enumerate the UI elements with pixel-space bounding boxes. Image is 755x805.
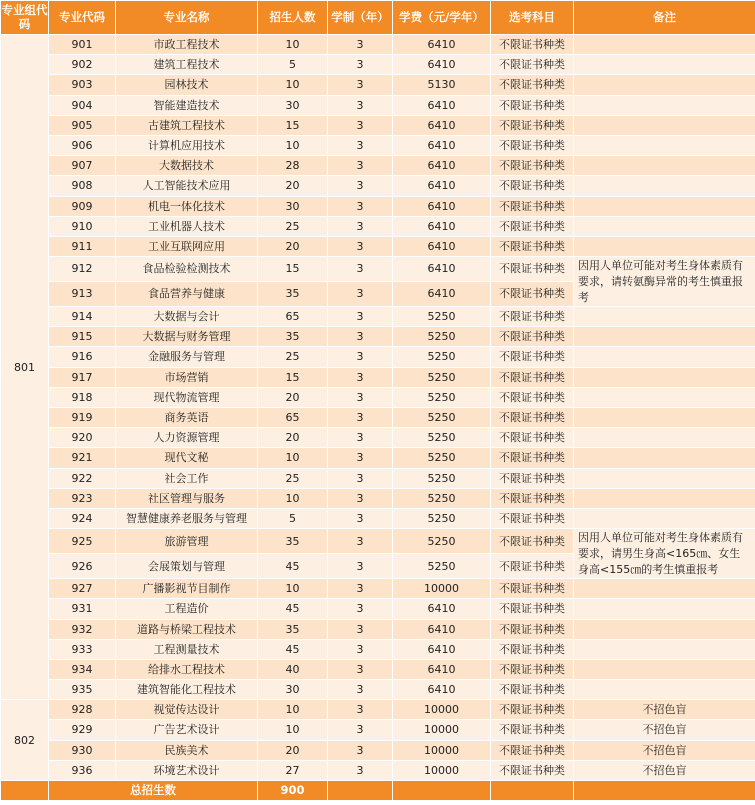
enrollment-cell: 10	[258, 35, 328, 55]
table-row	[1, 156, 755, 176]
enrollment-cell: 20	[258, 428, 328, 448]
note-cell: 不招色盲	[574, 740, 755, 760]
duration-cell: 3	[328, 468, 393, 488]
tuition-cell: 6410	[393, 55, 491, 75]
subject-cell: 不限证书种类	[491, 760, 574, 780]
subject-cell: 不限证书种类	[491, 680, 574, 700]
major-code-cell: 920	[49, 428, 116, 448]
note-cell	[574, 95, 755, 115]
major-code-cell: 936	[49, 760, 116, 780]
tuition-cell: 5250	[393, 468, 491, 488]
table-row	[1, 75, 755, 95]
note-cell	[574, 488, 755, 508]
major-code-cell: 909	[49, 196, 116, 216]
tuition-cell: 5250	[393, 554, 491, 579]
note-cell	[574, 55, 755, 75]
duration-cell: 3	[328, 257, 393, 282]
note-cell	[574, 176, 755, 196]
table-row	[1, 347, 755, 367]
table-row	[1, 367, 755, 387]
duration-cell: 3	[328, 639, 393, 659]
tuition-cell: 5250	[393, 448, 491, 468]
duration-cell: 3	[328, 75, 393, 95]
tuition-cell: 6410	[393, 599, 491, 619]
tuition-cell: 6410	[393, 257, 491, 282]
duration-cell: 3	[328, 760, 393, 780]
major-code-cell: 911	[49, 236, 116, 256]
major-name-cell: 园林技术	[116, 75, 258, 95]
duration-cell: 3	[328, 367, 393, 387]
major-name-cell: 视觉传达设计	[116, 700, 258, 720]
header-subjects: 选考科目	[491, 1, 574, 35]
note-cell	[574, 196, 755, 216]
enrollment-cell: 25	[258, 347, 328, 367]
note-cell	[574, 236, 755, 256]
major-name-cell: 现代文秘	[116, 448, 258, 468]
major-name-cell: 广告艺术设计	[116, 720, 258, 740]
duration-cell: 3	[328, 196, 393, 216]
table-row	[1, 619, 755, 639]
enrollment-cell: 35	[258, 619, 328, 639]
duration-cell: 3	[328, 282, 393, 307]
major-name-cell: 食品检验检测技术	[116, 257, 258, 282]
duration-cell: 3	[328, 599, 393, 619]
tuition-cell: 6410	[393, 639, 491, 659]
major-code-cell: 925	[49, 529, 116, 554]
note-cell	[574, 408, 755, 428]
major-name-cell: 社会工作	[116, 468, 258, 488]
major-name-cell: 人力资源管理	[116, 428, 258, 448]
tuition-cell: 10000	[393, 720, 491, 740]
tuition-cell: 10000	[393, 740, 491, 760]
header-enrollment: 招生人数	[258, 1, 328, 35]
subject-cell: 不限证书种类	[491, 282, 574, 307]
enrollment-cell: 45	[258, 639, 328, 659]
duration-cell: 3	[328, 740, 393, 760]
enrollment-cell: 20	[258, 740, 328, 760]
enrollment-cell: 10	[258, 488, 328, 508]
table-row	[1, 468, 755, 488]
table-row	[1, 216, 755, 236]
subject-cell: 不限证书种类	[491, 35, 574, 55]
table-row	[1, 236, 755, 256]
tuition-cell: 6410	[393, 176, 491, 196]
enrollment-cell: 27	[258, 760, 328, 780]
enrollment-cell: 15	[258, 367, 328, 387]
table-row	[1, 257, 755, 282]
tuition-cell: 5250	[393, 529, 491, 554]
subject-cell: 不限证书种类	[491, 257, 574, 282]
table-row	[1, 680, 755, 700]
group-code-cell: 802	[1, 700, 49, 781]
table-row	[1, 639, 755, 659]
major-name-cell: 现代物流管理	[116, 387, 258, 407]
tuition-cell: 5130	[393, 75, 491, 95]
major-code-cell: 919	[49, 408, 116, 428]
enrollment-cell: 45	[258, 599, 328, 619]
major-code-cell: 933	[49, 639, 116, 659]
duration-cell: 3	[328, 448, 393, 468]
duration-cell: 3	[328, 35, 393, 55]
major-name-cell: 食品营养与健康	[116, 282, 258, 307]
tuition-cell: 5250	[393, 387, 491, 407]
note-cell	[574, 156, 755, 176]
tuition-cell: 10000	[393, 579, 491, 599]
duration-cell: 3	[328, 347, 393, 367]
major-name-cell: 道路与桥梁工程技术	[116, 619, 258, 639]
note-cell	[574, 115, 755, 135]
duration-cell: 3	[328, 307, 393, 327]
table-row	[1, 700, 755, 720]
subject-cell: 不限证书种类	[491, 387, 574, 407]
enrollment-cell: 30	[258, 680, 328, 700]
major-code-cell: 928	[49, 700, 116, 720]
major-name-cell: 古建筑工程技术	[116, 115, 258, 135]
header-major-name: 专业名称	[116, 1, 258, 35]
enrollment-cell: 5	[258, 508, 328, 528]
table-row	[1, 488, 755, 508]
table-row	[1, 327, 755, 347]
subject-cell: 不限证书种类	[491, 468, 574, 488]
major-code-cell: 906	[49, 135, 116, 155]
group-code-cell: 801	[1, 35, 49, 700]
enrollment-cell: 10	[258, 700, 328, 720]
enrollment-cell: 20	[258, 176, 328, 196]
enrollment-cell: 65	[258, 408, 328, 428]
duration-cell: 3	[328, 659, 393, 679]
enrollment-cell: 10	[258, 448, 328, 468]
major-name-cell: 大数据技术	[116, 156, 258, 176]
enrollment-cell: 30	[258, 196, 328, 216]
major-code-cell: 932	[49, 619, 116, 639]
header-tuition: 学费（元/学年）	[393, 1, 491, 35]
subject-cell: 不限证书种类	[491, 448, 574, 468]
duration-cell: 3	[328, 619, 393, 639]
tuition-cell: 5250	[393, 367, 491, 387]
table-row	[1, 135, 755, 155]
major-code-cell: 930	[49, 740, 116, 760]
header-notes: 备注	[574, 1, 755, 35]
enrollment-cell: 65	[258, 307, 328, 327]
enrollment-cell: 40	[258, 659, 328, 679]
major-name-cell: 智慧健康养老服务与管理	[116, 508, 258, 528]
major-name-cell: 广播影视节目制作	[116, 579, 258, 599]
note-cell	[574, 428, 755, 448]
note-cell	[574, 387, 755, 407]
table-row	[1, 508, 755, 528]
note-cell	[574, 216, 755, 236]
table-row	[1, 35, 755, 55]
header-duration: 学制（年）	[328, 1, 393, 35]
table-row	[1, 196, 755, 216]
major-code-cell: 910	[49, 216, 116, 236]
enrollment-cell: 30	[258, 95, 328, 115]
major-name-cell: 市政工程技术	[116, 35, 258, 55]
duration-cell: 3	[328, 135, 393, 155]
note-cell	[574, 619, 755, 639]
major-name-cell: 民族美术	[116, 740, 258, 760]
subject-cell: 不限证书种类	[491, 347, 574, 367]
enrollment-cell: 10	[258, 135, 328, 155]
table-row	[1, 529, 755, 554]
tuition-cell: 10000	[393, 760, 491, 780]
tuition-cell: 5250	[393, 307, 491, 327]
note-cell	[574, 579, 755, 599]
note-cell	[574, 347, 755, 367]
duration-cell: 3	[328, 488, 393, 508]
table-row	[1, 115, 755, 135]
tuition-cell: 5250	[393, 428, 491, 448]
major-code-cell: 912	[49, 257, 116, 282]
major-code-cell: 923	[49, 488, 116, 508]
note-cell	[574, 307, 755, 327]
major-name-cell: 工业机器人技术	[116, 216, 258, 236]
note-cell	[574, 75, 755, 95]
major-code-cell: 934	[49, 659, 116, 679]
note-cell	[574, 135, 755, 155]
major-code-cell: 922	[49, 468, 116, 488]
enrollment-cell: 45	[258, 554, 328, 579]
major-name-cell: 金融服务与管理	[116, 347, 258, 367]
table-row	[1, 720, 755, 740]
tuition-cell: 6410	[393, 35, 491, 55]
subject-cell: 不限证书种类	[491, 554, 574, 579]
tuition-cell: 5250	[393, 347, 491, 367]
note-cell: 因用人单位可能对考生身体素质有要求，请男生身高<165㎝、女生身高<155㎝的考生慎重报考	[574, 529, 755, 579]
subject-cell: 不限证书种类	[491, 599, 574, 619]
enrollment-cell: 10	[258, 720, 328, 740]
major-code-cell: 927	[49, 579, 116, 599]
duration-cell: 3	[328, 236, 393, 256]
major-code-cell: 921	[49, 448, 116, 468]
subject-cell: 不限证书种类	[491, 95, 574, 115]
enrollment-cell: 35	[258, 282, 328, 307]
subject-cell: 不限证书种类	[491, 75, 574, 95]
enrollment-cell: 20	[258, 387, 328, 407]
enrollment-cell: 10	[258, 75, 328, 95]
subject-cell: 不限证书种类	[491, 135, 574, 155]
major-code-cell: 914	[49, 307, 116, 327]
tuition-cell: 6410	[393, 236, 491, 256]
duration-cell: 3	[328, 508, 393, 528]
table-row	[1, 579, 755, 599]
note-cell	[574, 367, 755, 387]
major-code-cell: 918	[49, 387, 116, 407]
note-cell	[574, 468, 755, 488]
major-name-cell: 计算机应用技术	[116, 135, 258, 155]
duration-cell: 3	[328, 387, 393, 407]
note-cell: 不招色盲	[574, 720, 755, 740]
note-cell: 因用人单位可能对考生身体素质有要求，请转氨酶异常的考生慎重报考	[574, 257, 755, 307]
major-code-cell: 904	[49, 95, 116, 115]
major-name-cell: 工程测量技术	[116, 639, 258, 659]
subject-cell: 不限证书种类	[491, 307, 574, 327]
header-row	[1, 1, 755, 35]
tuition-cell: 10000	[393, 700, 491, 720]
total-value: 900	[258, 781, 328, 801]
major-code-cell: 905	[49, 115, 116, 135]
major-name-cell: 大数据与会计	[116, 307, 258, 327]
subject-cell: 不限证书种类	[491, 176, 574, 196]
subject-cell: 不限证书种类	[491, 579, 574, 599]
duration-cell: 3	[328, 176, 393, 196]
duration-cell: 3	[328, 95, 393, 115]
subject-cell: 不限证书种类	[491, 156, 574, 176]
table-row	[1, 95, 755, 115]
tuition-cell: 6410	[393, 659, 491, 679]
table-row	[1, 307, 755, 327]
tuition-cell: 6410	[393, 115, 491, 135]
tuition-cell: 5250	[393, 508, 491, 528]
table-row	[1, 740, 755, 760]
major-code-cell: 903	[49, 75, 116, 95]
major-name-cell: 商务英语	[116, 408, 258, 428]
note-cell	[574, 448, 755, 468]
subject-cell: 不限证书种类	[491, 720, 574, 740]
subject-cell: 不限证书种类	[491, 639, 574, 659]
note-cell	[574, 680, 755, 700]
tuition-cell: 5250	[393, 327, 491, 347]
major-name-cell: 会展策划与管理	[116, 554, 258, 579]
major-name-cell: 给排水工程技术	[116, 659, 258, 679]
major-code-cell: 935	[49, 680, 116, 700]
duration-cell: 3	[328, 55, 393, 75]
note-cell	[574, 327, 755, 347]
enrollment-cell: 25	[258, 468, 328, 488]
major-code-cell: 924	[49, 508, 116, 528]
major-code-cell: 929	[49, 720, 116, 740]
duration-cell: 3	[328, 408, 393, 428]
table-body	[1, 35, 755, 781]
table-row	[1, 387, 755, 407]
subject-cell: 不限证书种类	[491, 740, 574, 760]
tuition-cell: 6410	[393, 680, 491, 700]
duration-cell: 3	[328, 700, 393, 720]
enrollment-cell: 35	[258, 529, 328, 554]
tuition-cell: 6410	[393, 196, 491, 216]
major-name-cell: 社区管理与服务	[116, 488, 258, 508]
note-cell	[574, 659, 755, 679]
subject-cell: 不限证书种类	[491, 659, 574, 679]
subject-cell: 不限证书种类	[491, 428, 574, 448]
major-name-cell: 人工智能技术应用	[116, 176, 258, 196]
note-cell: 不招色盲	[574, 700, 755, 720]
subject-cell: 不限证书种类	[491, 700, 574, 720]
duration-cell: 3	[328, 680, 393, 700]
major-name-cell: 旅游管理	[116, 529, 258, 554]
note-cell: 不招色盲	[574, 760, 755, 780]
note-cell	[574, 508, 755, 528]
major-code-cell: 908	[49, 176, 116, 196]
header-major-code: 专业代码	[49, 1, 116, 35]
duration-cell: 3	[328, 428, 393, 448]
table-row	[1, 408, 755, 428]
major-name-cell: 大数据与财务管理	[116, 327, 258, 347]
major-code-cell: 931	[49, 599, 116, 619]
subject-cell: 不限证书种类	[491, 619, 574, 639]
note-cell	[574, 599, 755, 619]
subject-cell: 不限证书种类	[491, 196, 574, 216]
subject-cell: 不限证书种类	[491, 408, 574, 428]
major-code-cell: 902	[49, 55, 116, 75]
duration-cell: 3	[328, 720, 393, 740]
subject-cell: 不限证书种类	[491, 55, 574, 75]
table-row	[1, 760, 755, 780]
major-code-cell: 907	[49, 156, 116, 176]
major-name-cell: 工程造价	[116, 599, 258, 619]
table-row	[1, 448, 755, 468]
tuition-cell: 6410	[393, 156, 491, 176]
major-code-cell: 901	[49, 35, 116, 55]
tuition-cell: 6410	[393, 135, 491, 155]
enrollment-cell: 35	[258, 327, 328, 347]
enrollment-cell: 20	[258, 236, 328, 256]
subject-cell: 不限证书种类	[491, 327, 574, 347]
tuition-cell: 6410	[393, 216, 491, 236]
major-name-cell: 工业互联网应用	[116, 236, 258, 256]
major-name-cell: 建筑工程技术	[116, 55, 258, 75]
duration-cell: 3	[328, 156, 393, 176]
header-group-code: 专业组代码	[1, 1, 49, 35]
enrollment-cell: 15	[258, 115, 328, 135]
duration-cell: 3	[328, 554, 393, 579]
subject-cell: 不限证书种类	[491, 529, 574, 554]
table-row	[1, 176, 755, 196]
table-row	[1, 55, 755, 75]
subject-cell: 不限证书种类	[491, 367, 574, 387]
duration-cell: 3	[328, 579, 393, 599]
total-row	[1, 781, 755, 801]
major-code-cell: 916	[49, 347, 116, 367]
tuition-cell: 6410	[393, 95, 491, 115]
major-name-cell: 智能建造技术	[116, 95, 258, 115]
enrollment-cell: 10	[258, 579, 328, 599]
subject-cell: 不限证书种类	[491, 508, 574, 528]
tuition-cell: 5250	[393, 488, 491, 508]
table-row	[1, 599, 755, 619]
enrollment-cell: 25	[258, 216, 328, 236]
table-row	[1, 659, 755, 679]
note-cell	[574, 639, 755, 659]
subject-cell: 不限证书种类	[491, 236, 574, 256]
subject-cell: 不限证书种类	[491, 488, 574, 508]
major-name-cell: 建筑智能化工程技术	[116, 680, 258, 700]
subject-cell: 不限证书种类	[491, 115, 574, 135]
tuition-cell: 6410	[393, 619, 491, 639]
duration-cell: 3	[328, 327, 393, 347]
major-name-cell: 环境艺术设计	[116, 760, 258, 780]
subject-cell: 不限证书种类	[491, 216, 574, 236]
major-code-cell: 915	[49, 327, 116, 347]
table-row	[1, 428, 755, 448]
total-label: 总招生数	[49, 781, 258, 801]
enrollment-cell: 15	[258, 257, 328, 282]
duration-cell: 3	[328, 529, 393, 554]
note-cell	[574, 35, 755, 55]
duration-cell: 3	[328, 216, 393, 236]
major-name-cell: 市场营销	[116, 367, 258, 387]
tuition-cell: 5250	[393, 408, 491, 428]
tuition-cell: 6410	[393, 282, 491, 307]
enrollment-cell: 5	[258, 55, 328, 75]
duration-cell: 3	[328, 115, 393, 135]
enrollment-cell: 28	[258, 156, 328, 176]
major-code-cell: 926	[49, 554, 116, 579]
major-name-cell: 机电一体化技术	[116, 196, 258, 216]
major-code-cell: 917	[49, 367, 116, 387]
major-code-cell: 913	[49, 282, 116, 307]
